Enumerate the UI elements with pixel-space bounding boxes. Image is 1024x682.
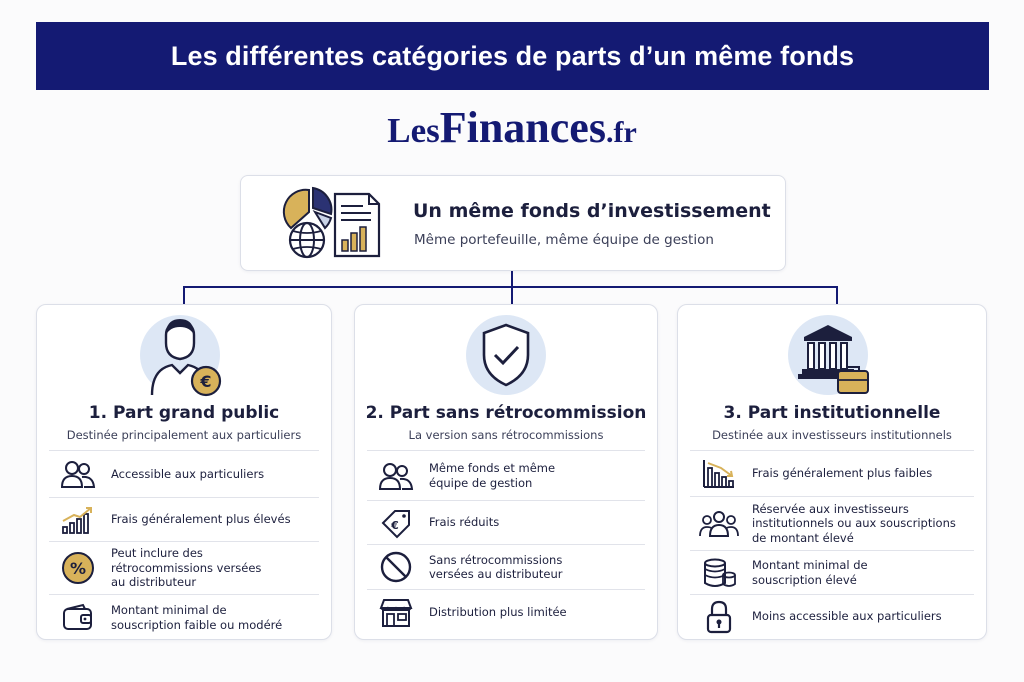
prohibited-icon — [379, 550, 413, 584]
feature-list — [49, 450, 319, 640]
feature-text: Peut inclure des rétrocommissions versées au distributeur — [111, 546, 262, 590]
feature-row — [367, 450, 645, 500]
group-icon — [699, 509, 739, 539]
feature-row — [49, 594, 319, 640]
feature-text: Montant minimal de souscription faible ou modéré — [111, 603, 283, 632]
feature-row — [367, 544, 645, 589]
feature-text: Sans rétrocommissions versées au distributeur — [429, 552, 563, 581]
page-title: Les différentes catégories de parts d’un même fonds — [170, 40, 855, 71]
feature-text: Frais généralement plus faibles — [752, 466, 933, 481]
fund-subtitle: Même portefeuille, même équipe de gestion — [414, 232, 714, 248]
fund-portfolio-icon — [277, 184, 389, 264]
feature-row — [690, 450, 974, 496]
feature-row — [367, 500, 645, 544]
feature-list — [690, 450, 974, 638]
feature-list — [367, 450, 645, 635]
feature-text: Montant minimal de souscription élevé — [752, 558, 868, 587]
users-icon — [378, 461, 414, 491]
card-title: 2. Part sans rétrocommission — [365, 403, 647, 423]
svg-text:%: % — [69, 559, 87, 578]
falling-chart-icon — [701, 458, 737, 490]
card-institutionnelle — [677, 304, 987, 640]
fund-title: Un même fonds d’investissement — [413, 200, 771, 222]
users-icon — [60, 459, 96, 489]
logo-part-fr: .fr — [605, 116, 637, 149]
svg-text:€: € — [200, 372, 212, 391]
storefront-icon — [378, 597, 414, 629]
card-subtitle: Destinée principalement aux particuliers — [66, 428, 302, 442]
feature-text: Distribution plus limitée — [429, 605, 567, 620]
feature-row — [49, 450, 319, 497]
feature-row — [690, 550, 974, 594]
rising-chart-icon — [60, 505, 96, 535]
card-subtitle: Destinée aux investisseurs institutionnels — [712, 428, 952, 442]
feature-text: Moins accessible aux particuliers — [752, 609, 942, 624]
euro-tag-icon — [379, 507, 413, 539]
card-title: 3. Part institutionnelle — [723, 403, 941, 423]
bank-briefcase-icon — [784, 313, 880, 399]
feature-row — [690, 496, 974, 550]
feature-row — [367, 589, 645, 635]
feature-text: Frais réduits — [429, 515, 500, 530]
padlock-icon — [704, 600, 734, 634]
feature-row — [690, 594, 974, 638]
shield-check-icon — [458, 313, 554, 399]
card-grand-public — [36, 304, 332, 640]
svg-text:€: € — [391, 518, 399, 532]
feature-text: Même fonds et même équipe de gestion — [429, 461, 556, 490]
fund-box — [240, 175, 786, 271]
feature-row — [49, 541, 319, 594]
card-subtitle: La version sans rétrocommissions — [408, 428, 604, 442]
card-title: 1. Part grand public — [88, 403, 280, 423]
person-euro-icon — [136, 313, 232, 399]
feature-text: Réservée aux investisseurs institutionnels ou aux souscriptions de montant élevé — [752, 501, 956, 545]
percent-icon — [61, 551, 95, 585]
card-sans-retrocommission — [354, 304, 658, 640]
wallet-icon — [61, 603, 95, 633]
coin-stack-icon — [701, 557, 737, 589]
logo-part-les: Les — [387, 111, 440, 150]
logo-part-finances: Finances — [439, 103, 606, 152]
feature-row — [49, 497, 319, 541]
feature-text: Accessible aux particuliers — [111, 466, 265, 481]
feature-text: Frais généralement plus élevés — [111, 512, 291, 527]
